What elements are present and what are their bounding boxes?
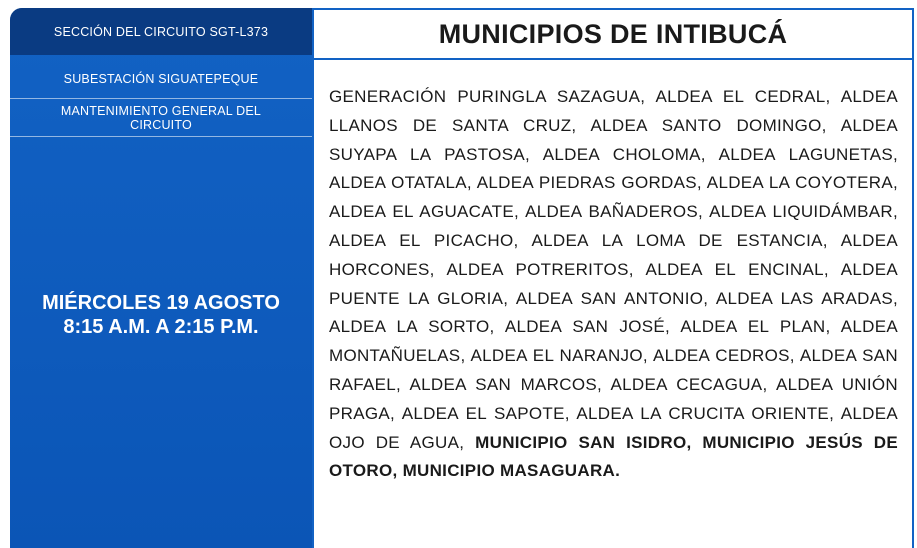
right-panel: [312, 8, 914, 548]
section-label: SECCIÓN DEL CIRCUITO SGT-L373: [10, 8, 312, 55]
maintenance-label: MANTENIMIENTO GENERAL DEL CIRCUITO: [10, 99, 312, 137]
schedule-block: [10, 291, 312, 339]
time-line: 8:15 A.M. A 2:15 P.M.: [63, 316, 259, 338]
locations-paragraph: [329, 83, 898, 486]
locations-list: GENERACIÓN PURINGLA SAZAGUA, ALDEA EL CEDRAL, ALDEA LLANOS DE SANTA CRUZ, ALDEA SANTO DOMINGO, ALDEA SUYAPA LA PASTOSA, ALDEA CHOLOMA, ALDEA LAGUNETAS, ALDEA OTATALA, ALDEA PIEDRAS GORDAS, ALDEA LA COYOTERA, ALDEA EL AGUACATE, ALDEA BAÑADEROS, ALDEA LIQUIDÁMBAR, ALDEA EL PICACHO, ALDEA LA LOMA DE ESTANCIA, ALDEA HORCONES, ALDEA POTRERITOS, ALDEA EL ENCINAL, ALDEA PUENTE LA GLORIA, ALDEA SAN ANTONIO, ALDEA LAS ARADAS, ALDEA LA SORTO, ALDEA SAN JOSÉ, ALDEA EL PLAN, ALDEA MONTAÑUELAS, ALDEA EL NARANJO, ALDEA CEDROS, ALDEA SAN RAFAEL, ALDEA SAN MARCOS, ALDEA CECAGUA, ALDEA UNIÓN PRAGA, ALDEA EL SAPOTE, ALDEA LA CRUCITA ORIENTE, ALDEA OJO DE AGUA,: [329, 87, 898, 452]
title-box: [314, 10, 912, 60]
page-title: MUNICIPIOS DE INTIBUCÁ: [438, 18, 788, 49]
substation-label: SUBESTACIÓN SIGUATEPEQUE: [10, 60, 312, 99]
municipalities-list: MUNICIPIO SAN ISIDRO, MUNICIPIO JESÚS DE OTORO, MUNICIPIO MASAGUARA.: [329, 432, 898, 481]
date-line: MIÉRCOLES 19 AGOSTO: [42, 292, 280, 314]
left-panel: [10, 8, 312, 548]
